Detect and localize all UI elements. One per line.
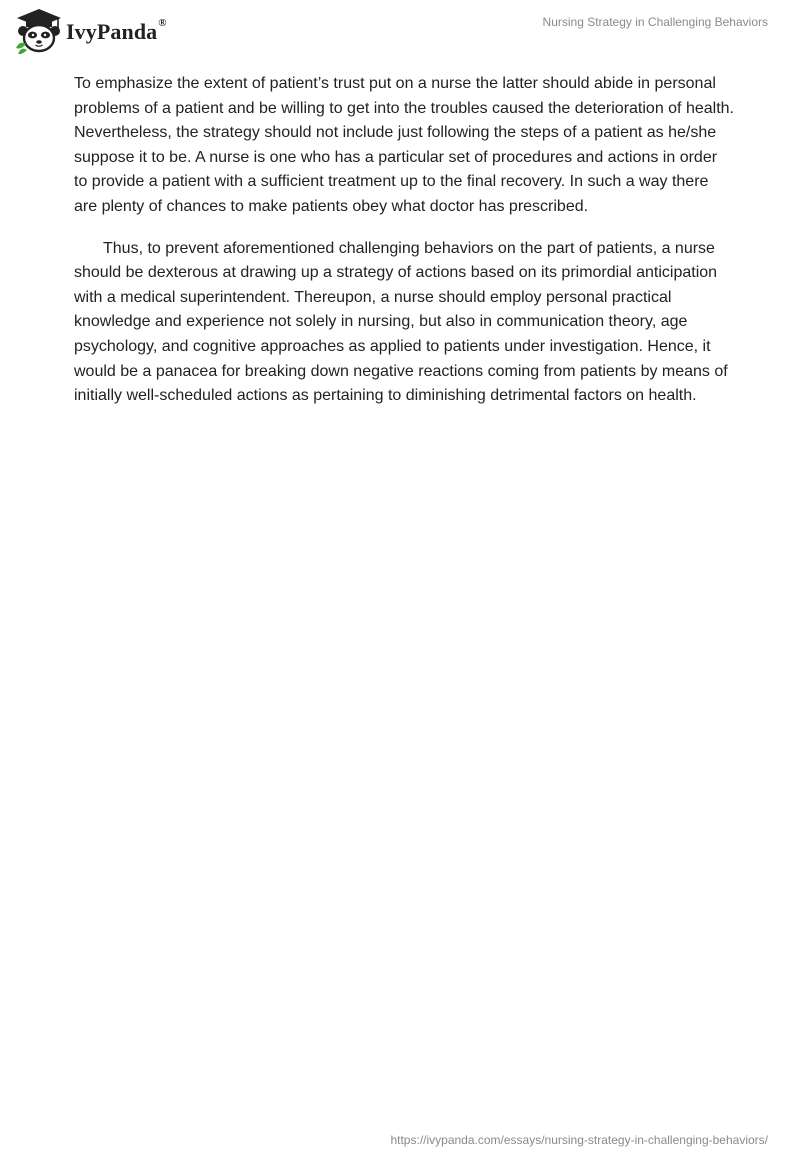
- ivypanda-logo[interactable]: [14, 8, 167, 54]
- page-header: [0, 0, 800, 60]
- brand-name: IvyPanda: [66, 19, 158, 44]
- registered-mark: ®: [158, 17, 167, 29]
- panda-graduation-cap-icon: [14, 8, 64, 54]
- source-url[interactable]: https://ivypanda.com/essays/nursing-strategy-in-challenging-behaviors/: [390, 1133, 768, 1147]
- paragraph: To emphasize the extent of patient’s trust put on a nurse the latter should abide in personal problems of a patient and be willing to get into the troubles caused the deterioration of health. Nevertheless, the strategy should not include just following the steps of a patient as he/she suppose it to be. A nurse is one who has a particular set of procedures and actions in order to provide a patient with a sufficient treatment up to the final recovery. In such a way there are plenty of chances to make patients obey what doctor has prescribed.: [74, 75, 734, 215]
- document-title: Nursing Strategy in Challenging Behaviors: [542, 15, 768, 29]
- paragraph: Thus, to prevent aforementioned challenging behaviors on the part of patients, a nurse should be dexterous at drawing up a strategy of actions based on its primordial anticipation with a medical superintendent. Thereupon, a nurse should employ personal practical knowledge and experience not solely in nursing, but also in communication theory, age psychology, and cognitive approaches as applied to patients under investigation. Hence, it would be a panacea for breaking down negative reactions coming from patients by means of initially well-scheduled actions as pertaining to diminishing detrimental factors on health.: [74, 239, 728, 405]
- essay-body: [74, 72, 734, 426]
